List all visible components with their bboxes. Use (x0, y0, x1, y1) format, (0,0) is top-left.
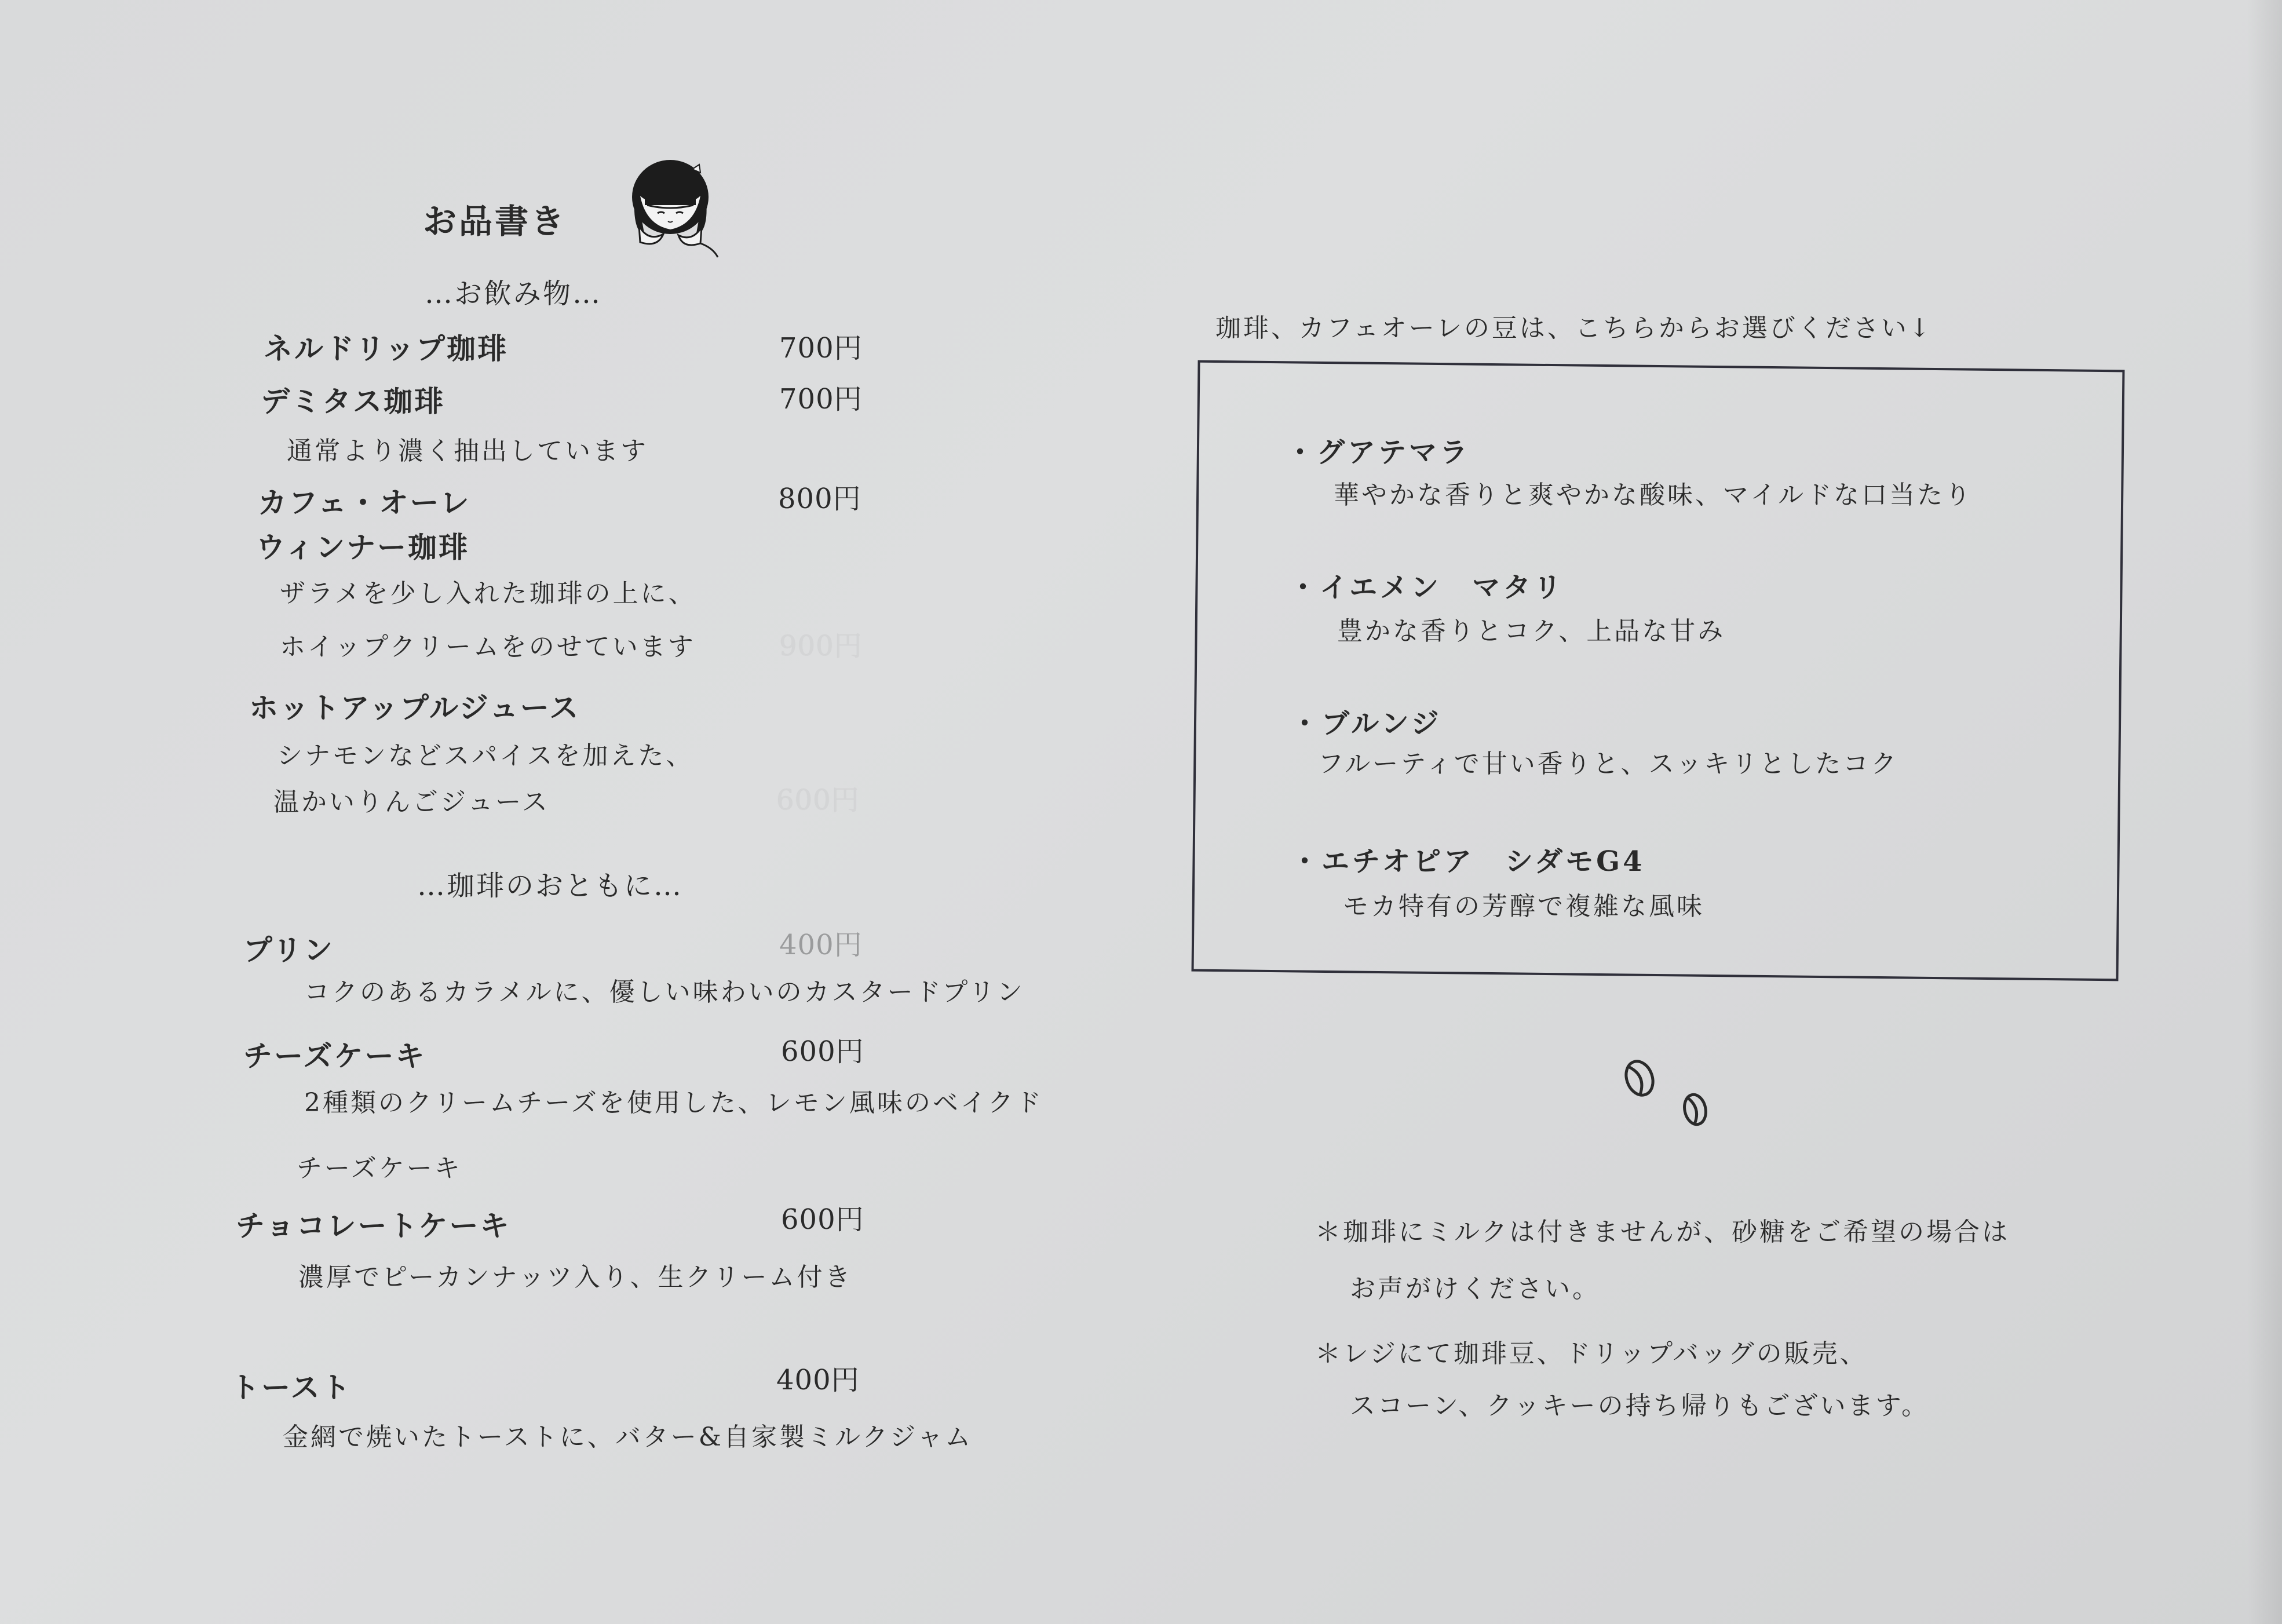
coffee-beans-icon (1616, 1052, 1709, 1133)
note-line: スコーン、クッキーの持ち帰りもございます。 (1350, 1391, 1930, 1421)
menu-item-desc: 温かいりんごジュース (273, 787, 550, 817)
menu-item-desc: チーズケーキ (297, 1154, 462, 1183)
menu-item-name: チーズケーキ (243, 1039, 426, 1073)
menu-item-desc: ザラメを少し入れた珈琲の上に、 (280, 579, 696, 608)
drinks-section-heading: …お飲み物… (425, 278, 603, 310)
note-line: ＊レジにて珈琲豆、ドリップバッグの販売、 (1315, 1339, 1868, 1368)
girl-illustration-icon (623, 155, 721, 260)
menu-item-name: トースト (231, 1370, 352, 1404)
sides-section-heading: …珈琲のおともに… (417, 870, 684, 902)
menu-item-name: ウィンナー珈琲 (256, 530, 469, 564)
bean-name: ・イエメン マタリ (1289, 571, 1565, 604)
menu-item-desc: 2種類のクリームチーズを使用した、レモン風味のベイクド (304, 1088, 1044, 1118)
bean-desc: フルーティで甘い香りと、スッキリとしたコク (1318, 749, 1899, 779)
menu-item-desc: 金網で焼いたトーストに、バター&自家製ミルクジャム (283, 1422, 973, 1452)
menu-item-price: 600円 (776, 784, 860, 816)
menu-title: お品書き (423, 202, 567, 241)
menu-item-desc: ホイップクリームをのせています (280, 632, 696, 662)
menu-item-price: 400円 (776, 1364, 860, 1396)
menu-item-name: プリン (243, 933, 334, 967)
bean-name: ・ブルンジ (1291, 707, 1442, 740)
menu-item-price: 700円 (779, 383, 863, 415)
bean-desc: 華やかな香りと爽やかな酸味、マイルドな口当たり (1334, 480, 1973, 510)
menu-item-price: 400円 (779, 929, 863, 961)
menu-item-name: チョコレートケーキ (236, 1209, 511, 1243)
bean-name: ・エチオピア シダモG4 (1291, 845, 1645, 878)
note-line: お声がけください。 (1350, 1274, 1600, 1304)
menu-item-desc: 濃厚でピーカンナッツ入り、生クリーム付き (298, 1262, 853, 1292)
page-edge-shadow (2247, 0, 2282, 1624)
menu-item-name: ネルドリップ珈琲 (264, 331, 508, 366)
menu-item-name: カフェ・オーレ (258, 486, 471, 520)
note-line: ＊珈琲にミルクは付きませんが、砂糖をご希望の場合は (1315, 1217, 2010, 1247)
menu-item-price: 600円 (781, 1203, 864, 1236)
menu-item-desc: シナモンなどスパイスを加えた、 (277, 741, 694, 771)
beans-header: 珈琲、カフェオーレの豆は、こちらからお選びください↓ (1215, 313, 1933, 343)
menu-item-name: ホットアップルジュース (249, 691, 580, 725)
bean-desc: 豊かな香りとコク、上品な甘み (1337, 616, 1726, 646)
menu-item-name: デミタス珈琲 (261, 384, 445, 418)
menu-item-desc: コクのあるカラメルに、優しい味わいのカスタードプリン (304, 977, 1025, 1007)
menu-item-desc: 通常より濃く抽出しています (287, 436, 648, 466)
menu-item-price: 700円 (779, 332, 863, 364)
bean-name: ・グアテマラ (1286, 436, 1471, 469)
bean-desc: モカ特有の芳醇で複雑な風味 (1343, 892, 1704, 921)
menu-item-price: 800円 (778, 483, 861, 515)
menu-item-price: 600円 (781, 1035, 864, 1068)
menu-item-price: 900円 (779, 630, 863, 662)
